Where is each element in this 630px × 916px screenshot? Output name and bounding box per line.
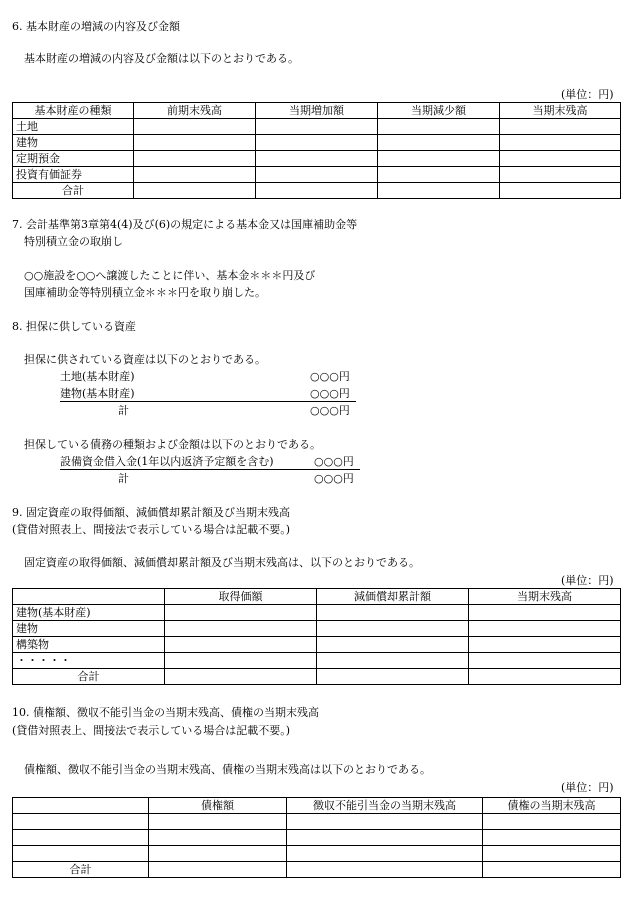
- s9-row-label: ・・・・・: [13, 653, 165, 669]
- s8-debts-underline: [60, 469, 360, 470]
- table-row: [13, 151, 621, 167]
- s10-row-label: [13, 846, 149, 862]
- table-row: [13, 135, 621, 151]
- s8-intro1: 担保に供されている資産は以下のとおりである。: [24, 353, 266, 366]
- table-row: [13, 846, 621, 862]
- s6-header-row: [13, 103, 621, 119]
- s10-unit: (単位：円): [561, 781, 614, 794]
- s9-header-row: [13, 589, 621, 605]
- s6-row-label: 土地: [13, 119, 134, 135]
- s8-intro2: 担保している債務の種類および金額は以下のとおりである。: [24, 438, 321, 451]
- s8-asset-label: 土地(基本財産): [60, 370, 135, 383]
- s9-row-label: 建物: [13, 621, 165, 637]
- s6-row-label: 建物: [13, 135, 134, 151]
- s8-asset-amount: ○○○円: [310, 370, 350, 383]
- s7-heading-line1: 7. 会計基準第3章第4(4)及び(6)の規定による基本金又は国庫補助金等: [12, 218, 358, 231]
- s8-debts-total-label: 計: [118, 472, 129, 485]
- s10-header-claims: 債権額: [149, 798, 287, 814]
- s10-intro: 債権額、徴収不能引当金の当期末残高、債権の当期末残高は以下のとおりである。: [24, 763, 431, 776]
- s6-total-label: 合計: [13, 183, 134, 199]
- table-row: [13, 167, 621, 183]
- table-row: [13, 830, 621, 846]
- s10-header-end: 債権の当期末残高: [483, 798, 621, 814]
- s6-table: [12, 102, 621, 199]
- s8-assets-total-amount: ○○○円: [310, 404, 350, 417]
- s9-total-label: 合計: [13, 669, 165, 685]
- table-row: [13, 637, 621, 653]
- s6-total-row: [13, 183, 621, 199]
- s8-heading: 8. 担保に供している資産: [12, 320, 136, 333]
- s9-unit: (単位：円): [561, 574, 614, 587]
- s8-assets-underline: [60, 401, 356, 402]
- s6-row-label: 投資有価証券: [13, 167, 134, 183]
- s6-header-type: 基本財産の種類: [13, 103, 134, 119]
- s6-header-dec: 当期減少額: [378, 103, 500, 119]
- s6-row-label: 定期預金: [13, 151, 134, 167]
- s8-debts-total-amount: ○○○円: [314, 472, 354, 485]
- s7-heading-line2: 特別積立金の取崩し: [24, 235, 123, 248]
- s8-asset-label: 建物(基本財産): [60, 387, 135, 400]
- s6-header-end: 当期末残高: [500, 103, 621, 119]
- s9-header-end: 当期末残高: [469, 589, 621, 605]
- s9-row-label: 構築物: [13, 637, 165, 653]
- s6-header-inc: 当期増加額: [256, 103, 378, 119]
- s10-header-allowance: 徴収不能引当金の当期末残高: [287, 798, 483, 814]
- s10-row-label: [13, 830, 149, 846]
- s10-total-label: 合計: [13, 862, 149, 878]
- s9-header-blank: [13, 589, 165, 605]
- s8-debt-amount: ○○○円: [314, 455, 354, 468]
- s9-note: (貸借対照表上、間接法で表示している場合は記載不要。): [12, 523, 291, 536]
- s9-total-row: [13, 669, 621, 685]
- table-row: [13, 621, 621, 637]
- table-row: [13, 605, 621, 621]
- s6-intro: 基本財産の増減の内容及び金額は以下のとおりである。: [24, 52, 299, 65]
- s10-row-label: [13, 814, 149, 830]
- table-row: [13, 653, 621, 669]
- s10-header-row: [13, 798, 621, 814]
- s8-debt-label: 設備資金借入金(1年以内返済予定額を含む): [60, 455, 274, 468]
- s9-heading: 9. 固定資産の取得価額、減価償却累計額及び当期末残高: [12, 506, 290, 519]
- table-row: [13, 119, 621, 135]
- s9-table: [12, 588, 621, 685]
- s6-unit: (単位：円): [561, 88, 614, 101]
- s7-body-line2: 国庫補助金等特別積立金＊＊＊円を取り崩した。: [24, 286, 266, 299]
- s10-note: (貸借対照表上、間接法で表示している場合は記載不要。): [12, 724, 291, 737]
- s7-body-line1: ○○施設を○○へ譲渡したことに伴い、基本金＊＊＊円及び: [24, 269, 316, 282]
- s6-heading: 6. 基本財産の増減の内容及び金額: [12, 20, 180, 33]
- s8-assets-total-label: 計: [118, 404, 129, 417]
- s10-heading: 10. 債権額、徴収不能引当金の当期末残高、債権の当期末残高: [12, 706, 319, 719]
- s9-header-cost: 取得価額: [165, 589, 317, 605]
- s10-header-blank: [13, 798, 149, 814]
- s9-row-label: 建物(基本財産): [13, 605, 165, 621]
- s10-total-row: [13, 862, 621, 878]
- s10-table: [12, 797, 621, 878]
- s9-intro: 固定資産の取得価額、減価償却累計額及び当期末残高は、以下のとおりである。: [24, 556, 420, 569]
- s8-asset-amount: ○○○円: [310, 387, 350, 400]
- s9-header-depr: 減価償却累計額: [317, 589, 469, 605]
- table-row: [13, 814, 621, 830]
- s6-header-prev: 前期末残高: [134, 103, 256, 119]
